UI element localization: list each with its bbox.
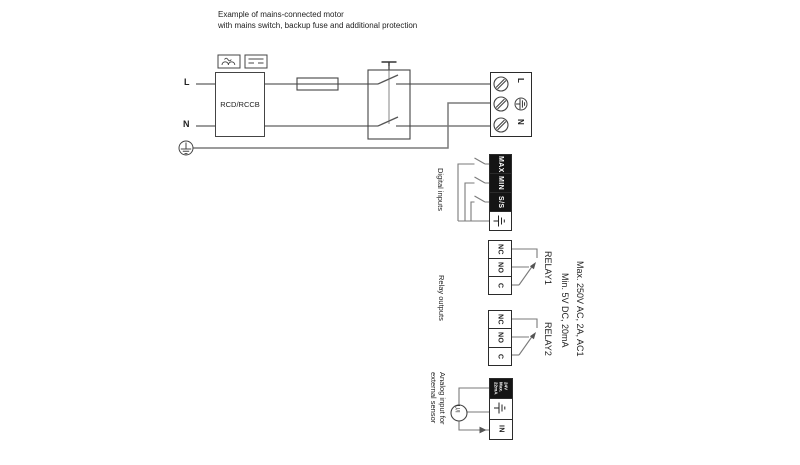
- terminal-min-label: MIN: [497, 175, 504, 191]
- analog-label-line1: Analog input for: [438, 372, 447, 425]
- terminal-in: [490, 420, 512, 439]
- terminal-ss: [490, 193, 511, 212]
- analog-input-section-label: [429, 372, 447, 425]
- analog-terminal-block: [489, 378, 513, 440]
- relay2-no-label: NO: [496, 332, 504, 344]
- digital-inputs-terminal-block: [489, 154, 512, 231]
- sensor-ui-label: U/I: [453, 405, 460, 413]
- analog-signal-arrow: [480, 427, 487, 434]
- rcd-rccb-box: [215, 72, 265, 137]
- relay1-label: RELAY1: [543, 251, 553, 285]
- relay-outputs-section-label: Relay outputs: [437, 275, 446, 321]
- relay2-nc: [489, 311, 511, 329]
- supply-l-label: L: [184, 77, 190, 87]
- rcd-type-a-icon: [218, 55, 240, 68]
- relay1-no: [489, 259, 511, 277]
- terminal-24v-label: 24V Max. 22mA: [493, 382, 509, 395]
- mains-switch-icon: [368, 62, 410, 139]
- terminal-24v: [490, 379, 512, 399]
- terminal-max-label: MAX: [497, 155, 504, 173]
- relay2-nc-label: NC: [496, 314, 504, 326]
- relay-rating-min: Min. 5V DC, 20mA: [560, 273, 570, 348]
- terminal-max: [490, 155, 511, 174]
- relay1-c-label: C: [496, 282, 504, 289]
- relay2-terminal-block: [488, 310, 512, 366]
- terminal-in-label: IN: [497, 425, 505, 434]
- terminal-analog-earth: [490, 399, 512, 419]
- digital-inputs-section-label: Digital inputs: [436, 168, 445, 211]
- analog-label-line2: external sensor: [429, 372, 438, 424]
- rcd-rccb-label: RCD/RCCB: [220, 100, 260, 109]
- relay1-terminal-block: [488, 240, 512, 295]
- terminal-ss-label: S/S: [497, 195, 504, 209]
- supply-n-label: N: [183, 119, 190, 129]
- pe-earth-icon: [179, 141, 193, 155]
- relay1-c: [489, 277, 511, 294]
- rcd-dc-icon: [245, 55, 267, 68]
- terminal-min: [490, 174, 511, 193]
- relay2-no: [489, 329, 511, 347]
- relay2-label: RELAY2: [543, 322, 553, 356]
- terminal-l-label: L: [516, 78, 525, 83]
- relay1-no-label: NO: [496, 261, 504, 274]
- relay2-c-label: C: [496, 353, 504, 360]
- diagram-title-line1: Example of mains-connected motor: [218, 10, 344, 19]
- relay1-nc-label: NC: [496, 244, 504, 255]
- terminal-digital-earth: [490, 212, 511, 230]
- diagram-title-line2: with mains switch, backup fuse and additional protection: [218, 21, 418, 30]
- terminal-n-label: N: [516, 119, 525, 125]
- relay1-nc: [489, 241, 511, 259]
- digital-input-wires: [458, 158, 489, 221]
- relay-rating-max: Max. 250V AC, 2A, AC1: [575, 261, 585, 357]
- mains-terminal-block: [490, 72, 532, 137]
- relay2-c: [489, 348, 511, 365]
